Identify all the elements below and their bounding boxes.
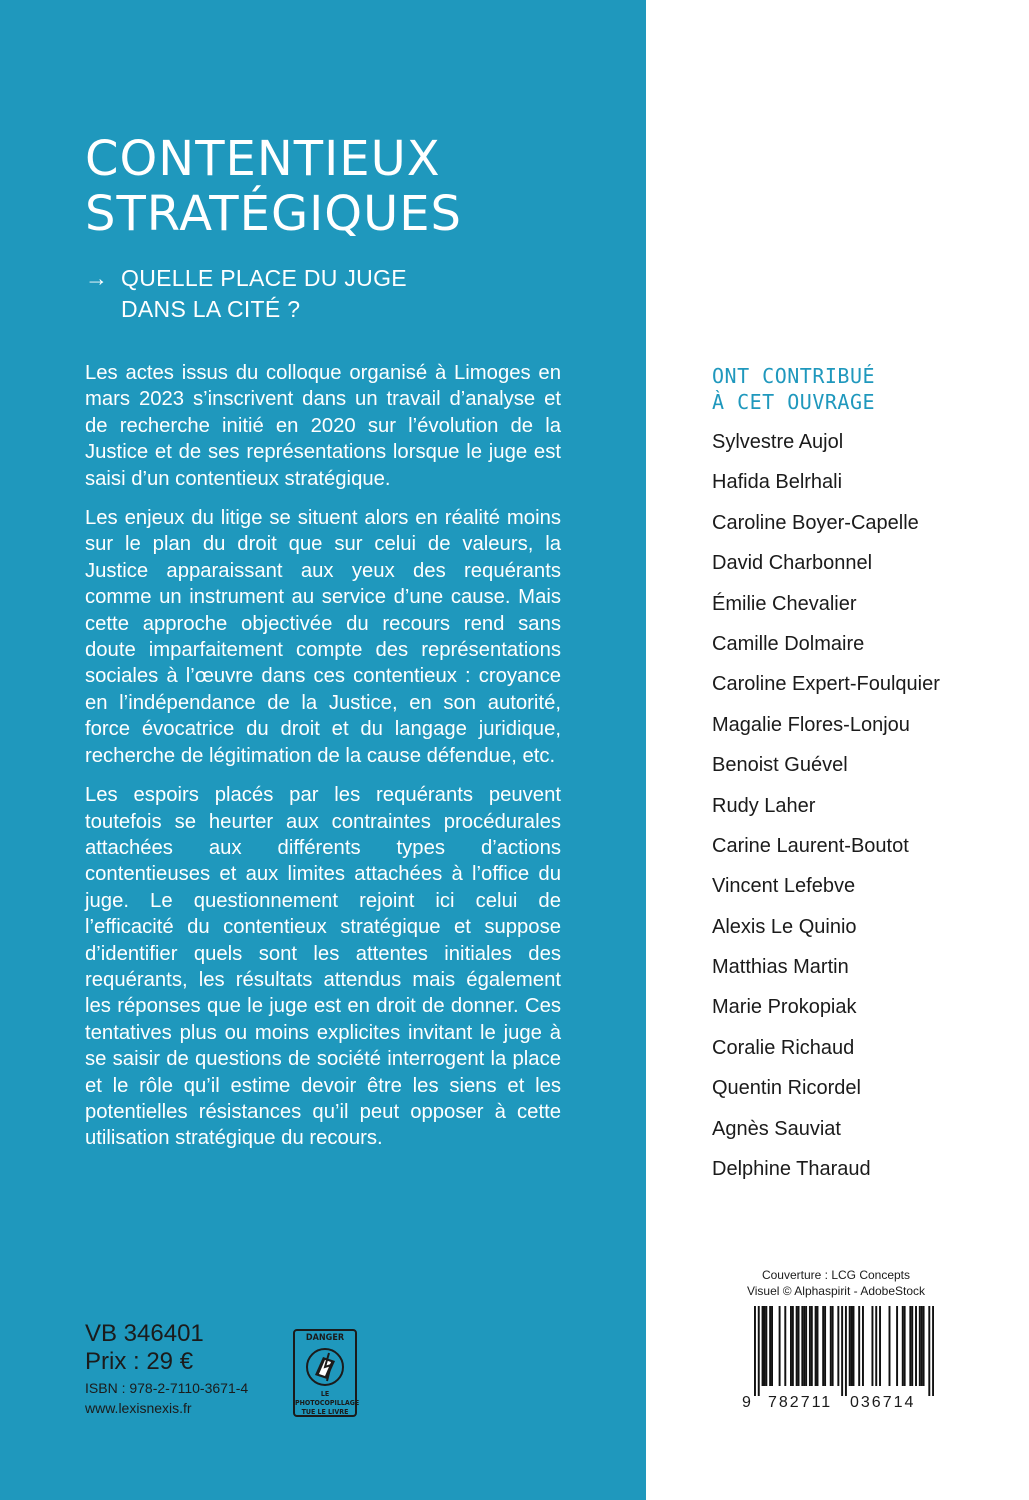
barcode-bar: [754, 1306, 756, 1396]
contributor-name: Alexis Le Quinio: [712, 915, 857, 938]
book-reference: VB 346401: [85, 1320, 204, 1347]
contributor-name: Caroline Boyer-Capelle: [712, 511, 919, 534]
subtitle-line-2: DANS LA CITÉ ?: [121, 296, 301, 322]
barcode-bar: [915, 1306, 917, 1386]
subtitle-line-1: QUELLE PLACE DU JUGE: [121, 265, 407, 291]
danger-logo-caption-3: TUE LE LIVRE: [301, 1408, 349, 1416]
barcode-bar: [805, 1306, 807, 1386]
barcode-bar: [879, 1306, 881, 1386]
barcode-bar: [921, 1306, 923, 1386]
credit-cover-design: Couverture : LCG Concepts: [761, 1268, 911, 1282]
barcode-bar: [851, 1306, 853, 1386]
barcode-bar: [792, 1306, 794, 1386]
barcode-bar: [758, 1306, 760, 1396]
barcode-bar: [817, 1306, 819, 1386]
barcode-bar: [830, 1306, 832, 1386]
barcode-digits: [740, 1394, 940, 1416]
barcode-bar: [902, 1306, 904, 1386]
photocopy-danger-logo: [293, 1329, 360, 1417]
barcode-bar: [849, 1306, 851, 1386]
barcode-bars: [754, 1306, 934, 1396]
barcode-bar: [853, 1306, 855, 1386]
barcode-bar: [841, 1306, 843, 1396]
contributor-name: David Charbonnel: [712, 552, 873, 575]
barcode-bar: [837, 1306, 839, 1386]
barcode-bar: [784, 1306, 786, 1386]
barcode-bar: [932, 1306, 934, 1396]
barcode-bar: [796, 1306, 798, 1386]
arrow-right-icon: →: [85, 265, 109, 291]
book-title-line-2: STRATÉGIQUES: [85, 186, 463, 242]
barcode-bar: [919, 1306, 921, 1386]
barcode-bar: [779, 1306, 781, 1386]
blurb-paragraph-1: Les actes issus du colloque organisé à Limoges en mars 2023 s’inscrivent dans un travail d’analyse et de recherche initié en 2020 sur l’évolution de la Justice et de ses représentations lorsque le juge est saisi d’un contentieux stratégique.: [85, 362, 561, 490]
blurb-paragraph-2: Les enjeux du litige se situent alors en réalité moins sur le plan du droit que sur celui de valeurs, la Justice apparaissant aux yeux des requérants comme un instrument au service d’une cause. Mais cette approche objectivée du recours rend sans doute imparfaitement compte des représentations sociales à l’œuvre dans ces contentieux : croyance en l’indépendance de la Justice, en son autorité, force évocatrice du droit et du langage juridique, recherche de légitimation de la cause défendue, etc.: [85, 507, 561, 767]
barcode-bar: [928, 1306, 930, 1396]
contributor-name: Hafida Belrhali: [712, 471, 843, 494]
barcode-bar: [875, 1306, 877, 1386]
contributors-heading-line-2: À CET OUVRAGE: [712, 390, 876, 414]
barcode-bar: [889, 1306, 891, 1386]
barcode-digit-first: 9: [742, 1394, 753, 1411]
isbn-barcode: [740, 1306, 940, 1418]
barcode-bar: [832, 1306, 834, 1386]
contributor-name: Magalie Flores-Lonjou: [712, 713, 910, 736]
barcode-bar: [769, 1306, 771, 1386]
contributor-name: Caroline Expert-Foulquier: [712, 673, 940, 696]
blurb-text: [85, 360, 561, 1165]
barcode-bar: [858, 1306, 860, 1386]
contributor-name: Quentin Ricordel: [712, 1077, 861, 1100]
book-photocopy-icon: [305, 1345, 345, 1389]
book-title-line-1: CONTENTIEUX: [85, 131, 441, 187]
contributor-name: Rudy Laher: [712, 794, 816, 817]
barcode-bar: [815, 1306, 817, 1386]
price-block: [85, 1320, 305, 1418]
contributor-name: Carine Laurent-Boutot: [712, 834, 909, 857]
barcode-bar: [771, 1306, 773, 1386]
blurb-paragraph-3: Les espoirs placés par les requérants peuvent toutefois se heurter aux contraintes procédurales attachées aux différents types d’actions contentieuses et aux limites attachées à l’office du juge. Le questionnement rejoint ici celui de l’efficacité du contentieux stratégique et suppose d’identifier quels sont les attentes initiales des requérants, les résultats attendus mais également les réponses que le juge est en droit de donner. Ces tentatives plus ou moins explicites invitant le juge à se saisir de questions de société interrogent la place et le rôle qu’il estime devoir être les siens et les potentielles résistances qu’il peut opposer à cette utilisation stratégique du recours.: [85, 784, 561, 1150]
book-subtitle: [85, 263, 585, 325]
barcode-bar: [803, 1306, 805, 1386]
contributor-name: Agnès Sauviat: [712, 1117, 841, 1140]
barcode-bar: [798, 1306, 800, 1386]
barcode-bar: [911, 1306, 913, 1386]
danger-logo-title: DANGER: [305, 1333, 345, 1343]
contributor-name: Coralie Richaud: [712, 1036, 855, 1059]
book-title: [85, 132, 605, 242]
barcode-bar: [765, 1306, 767, 1386]
barcode-bar: [923, 1306, 925, 1386]
contributor-name: Camille Dolmaire: [712, 632, 865, 655]
barcode-bar: [763, 1306, 765, 1386]
barcode-bar: [871, 1306, 873, 1386]
barcode-digits-left: 782711: [768, 1394, 833, 1411]
barcode-bar: [909, 1306, 911, 1386]
barcode-bar: [811, 1306, 813, 1386]
contributors-heading-line-1: ONT CONTRIBUÉ: [712, 364, 876, 388]
barcode-bar: [762, 1306, 764, 1386]
contributor-name: Marie Prokopiak: [712, 996, 857, 1019]
credit-visual: Visuel © Alphaspirit - AdobeStock: [746, 1284, 926, 1298]
danger-logo-caption-2: PHOTOCOPILLAGE: [295, 1399, 360, 1407]
contributor-name: Benoist Guével: [712, 754, 848, 777]
contributor-name: Vincent Lefebve: [712, 875, 856, 898]
barcode-bar: [896, 1306, 898, 1386]
barcode-digits-right: 036714: [850, 1394, 916, 1411]
barcode-bar: [809, 1306, 811, 1386]
contributor-name: Delphine Tharaud: [712, 1158, 871, 1181]
barcode-bar: [822, 1306, 824, 1386]
contributor-name: Matthias Martin: [712, 956, 849, 979]
contributors-list: [712, 428, 1012, 1195]
contributor-name: Émilie Chevalier: [712, 592, 857, 615]
cover-credits: [700, 1267, 972, 1299]
contributor-name: Sylvestre Aujol: [712, 431, 844, 453]
barcode-bar: [862, 1306, 864, 1386]
barcode-bar: [904, 1306, 906, 1386]
book-price: Prix : 29 €: [85, 1348, 194, 1375]
publisher-website-link[interactable]: www.lexisnexis.fr: [85, 1400, 192, 1416]
book-isbn: ISBN : 978-2-7110-3671-4: [85, 1380, 249, 1396]
barcode-bar: [801, 1306, 803, 1386]
contributors-heading: [712, 363, 1012, 415]
barcode-bar: [824, 1306, 826, 1386]
barcode-bar: [845, 1306, 847, 1396]
barcode-bar: [790, 1306, 792, 1386]
danger-logo-caption-1: LE: [320, 1390, 330, 1398]
